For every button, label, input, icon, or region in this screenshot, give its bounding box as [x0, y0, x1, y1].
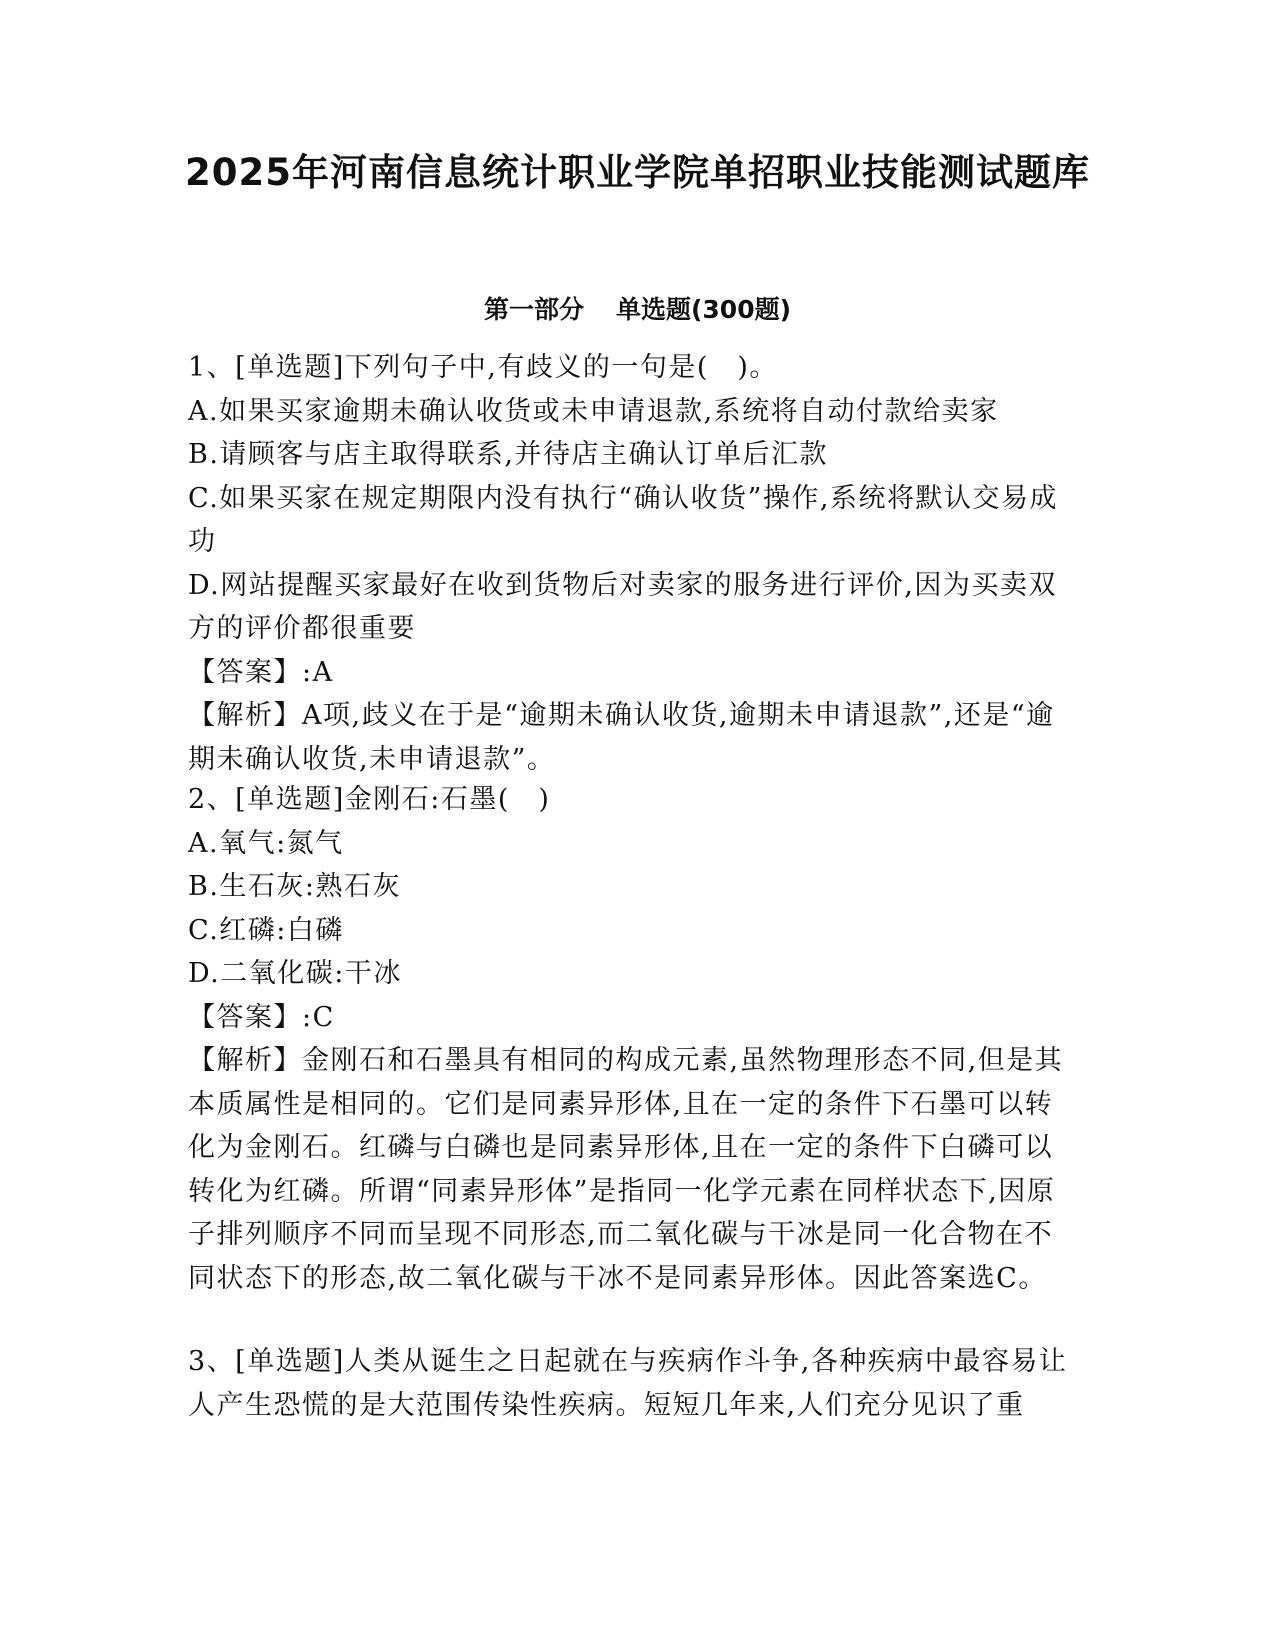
answer-value: C: [312, 1001, 335, 1033]
answer-value: A: [312, 656, 334, 688]
section-name: 单选题(300题): [615, 295, 792, 324]
analysis-text: A项,歧义在于是“逾期未确认收货,逾期未申请退款”,还是“逾期未确认收货,未申请退款”。: [188, 700, 1055, 775]
answer-label: 【答案】:: [188, 656, 313, 688]
analysis-paragraph: [188, 694, 1078, 781]
document-title: 2025年河南信息统计职业学院单招职业技能测试题库: [185, 151, 1090, 194]
option-a: A.如果买家逾期未确认收货或未申请退款,系统将自动付款给卖家: [188, 395, 999, 427]
analysis-text: 金刚石和石墨具有相同的构成元素,虽然物理形态不同,但是其本质属性是相同的。它们是同素异形体,且在一定的条件下石墨可以转化为金刚石。红磷与白磷也是同素异形体,且在一定的条件下白磷可以转化为红磷。所谓“同素异形体”是指同一化学元素在同样状态下,因原子排列顺序不同而呈现不同形态,而二氧化碳与干冰是同一化合物在不同状态下的形态,故二氧化碳与干冰不是同素异形体。因此答案选C。: [188, 1045, 1064, 1294]
question-3: [188, 1340, 1078, 1427]
analysis-label: 【解析】: [188, 700, 302, 731]
option-b: B.生石灰:熟石灰: [188, 871, 402, 902]
question-stem: 3、[单选题]人类从诞生之日起就在与疾病作斗争,各种疾病中最容易让人产生恐慌的是大范围传染性疾病。短短几年来,人们充分见识了重: [188, 1346, 1068, 1421]
answer-label: 【答案】:: [188, 1001, 313, 1033]
option-d: D.网站提醒买家最好在收到货物后对卖家的服务进行评价,因为买卖双方的评价都很重要: [188, 569, 1057, 644]
analysis-label: 【解析】: [188, 1045, 302, 1076]
question-stem: 2、[单选题]金刚石:石墨( ): [188, 784, 551, 815]
option-c: C.如果买家在规定期限内没有执行“确认收货”操作,系统将默认交易成功: [188, 482, 1058, 557]
answer-line: [188, 996, 1078, 1040]
section-heading: [0, 292, 1275, 328]
question-1: [188, 346, 1078, 781]
option-b: B.请顾客与店主取得联系,并待店主确认订单后汇款: [188, 439, 829, 470]
option-d: D.二氧化碳:干冰: [188, 958, 402, 989]
analysis-paragraph: [188, 1039, 1078, 1300]
question-stem: 1、[单选题]下列句子中,有歧义的一句是( )。: [188, 352, 778, 383]
option-c: C.红磷:白磷: [188, 914, 344, 946]
section-part: 第一部分: [483, 295, 584, 324]
question-2: [188, 778, 1078, 1300]
answer-line: [188, 651, 1078, 695]
option-a: A.氧气:氮气: [188, 827, 344, 859]
